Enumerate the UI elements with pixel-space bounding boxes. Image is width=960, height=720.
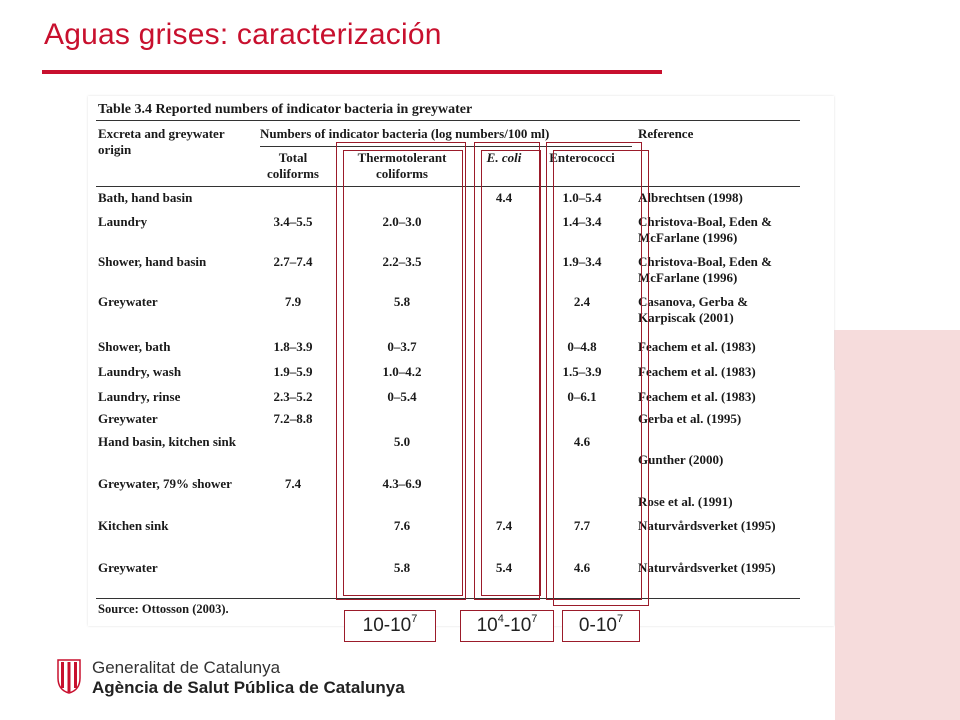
header-numbers: Numbers of indicator bacteria (log numbers/100 ml) [260,126,550,141]
table-cell-ecoli: 5.4 [495,560,513,575]
range-ecoli-base: 10 [476,615,498,636]
range-label-thermo [344,610,436,642]
table-cell-ref: Feachem et al. (1983) [638,364,756,379]
table-cell-origin: Greywater [98,560,158,575]
table-cell-entero: 1.4–3.4 [562,214,602,229]
table-cell-origin: Laundry [98,214,148,229]
highlight-ecoli-column-inner [481,150,541,596]
range-label-ecoli [460,610,554,642]
table-cell-total: 7.9 [284,294,302,309]
background-watermark-right [835,330,960,720]
header-total: Total coliforms [267,150,319,181]
table-cell-ref: Gunther (2000) [638,452,724,467]
table-cell-origin: Laundry, wash [98,364,182,379]
table-cell-origin: Greywater, 79% shower [98,476,232,491]
range-label-entero [562,610,640,642]
table-cell-thermo: 0–5.4 [387,389,417,404]
table-cell-total: 1.8–3.9 [273,339,313,354]
table-cell-entero: 2.4 [573,294,591,309]
table-cell-origin: Bath, hand basin [98,190,193,205]
table-cell-thermo: 0–3.7 [387,339,417,354]
range-thermo-base: 10-10 [362,615,412,636]
table-cell-origin: Hand basin, kitchen sink [98,434,237,449]
table-cell-ref: Naturvårdsverket (1995) [638,560,776,575]
header-reference: Reference [638,126,694,141]
table-cell-ref: Christova-Boal, Eden & McFarlane (1996) [638,254,772,285]
table-cell-ecoli: 4.4 [495,190,513,205]
table-cell-origin: Laundry, rinse [98,389,181,404]
table-cell-thermo: 4.3–6.9 [382,476,422,491]
header-entero: Enterococci [549,150,615,165]
highlight-entero-column-inner [553,150,649,606]
slide-title: Aguas grises: caracterización [44,18,442,51]
table-cell-ref: Christova-Boal, Eden & McFarlane (1996) [638,214,772,245]
range-ecoli-exp2: 7 [531,613,538,625]
table-cell-thermo: 7.6 [393,518,411,533]
generalitat-logo-icon [56,658,82,694]
title-underline [42,70,662,74]
table-cell-entero: 4.6 [573,560,591,575]
range-ecoli-mid: -10 [503,615,532,636]
header-ecoli: E. coli [486,150,522,165]
table-cell-origin: Kitchen sink [98,518,169,533]
highlight-thermo-column-inner [343,150,463,596]
table-cell-total: 1.9–5.9 [273,364,313,379]
table-cell-total: 2.7–7.4 [273,254,313,269]
table-caption: Table 3.4 Reported numbers of indicator bacteria in greywater [98,102,473,117]
table-cell-thermo: 5.0 [393,434,411,449]
range-thermo-exp: 7 [411,613,418,625]
table-cell-total: 7.2–8.8 [273,411,313,426]
range-ecoli-exp1: 4 [497,613,504,625]
table-cell-ecoli: 7.4 [495,518,513,533]
table-cell-origin: Greywater [98,294,158,309]
table-cell-entero: 4.6 [573,434,591,449]
range-entero-base: 0-10 [578,615,617,636]
table-cell-ref: Feachem et al. (1983) [638,339,756,354]
table-cell-total: 3.4–5.5 [273,214,313,229]
table-cell-ref: Naturvårdsverket (1995) [638,518,776,533]
table-cell-origin: Shower, bath [98,339,171,354]
header-origin: Excreta and greywater origin [98,126,225,157]
table-cell-thermo: 5.8 [393,294,411,309]
table-cell-entero: 1.5–3.9 [562,364,602,379]
table-cell-origin: Greywater [98,411,158,426]
range-entero-exp: 7 [616,613,624,625]
table-source: Source: Ottosson (2003). [98,602,229,616]
table-cell-entero: 0–6.1 [567,389,597,404]
footer-org-name: Generalitat de Catalunya [92,658,281,677]
table-cell-thermo: 2.0–3.0 [382,214,422,229]
table-cell-thermo: 2.2–3.5 [382,254,422,269]
table-cell-ref: Rose et al. (1991) [638,494,733,509]
footer-agency-name: Agència de Salut Pública de Catalunya [92,678,405,697]
table-cell-total: 2.3–5.2 [273,389,313,404]
table-cell-entero: 1.9–3.4 [562,254,602,269]
header-thermo: Thermotolerant coliforms [357,150,447,181]
table-cell-entero: 7.7 [573,518,591,533]
table-cell-origin: Shower, hand basin [98,254,207,269]
table-cell-thermo: 1.0–4.2 [382,364,422,379]
rule-top [96,120,800,121]
table-cell-ref: Albrechtsen (1998) [638,190,743,205]
table-cell-entero: 1.0–5.4 [562,190,602,205]
table-cell-total: 7.4 [284,476,302,491]
table-cell-ref: Feachem et al. (1983) [638,389,756,404]
table-cell-thermo: 5.8 [393,560,411,575]
table-cell-entero: 0–4.8 [567,339,597,354]
table-cell-ref: Casanova, Gerba & Karpiscak (2001) [638,294,749,325]
table-cell-ref: Gerba et al. (1995) [638,411,742,426]
